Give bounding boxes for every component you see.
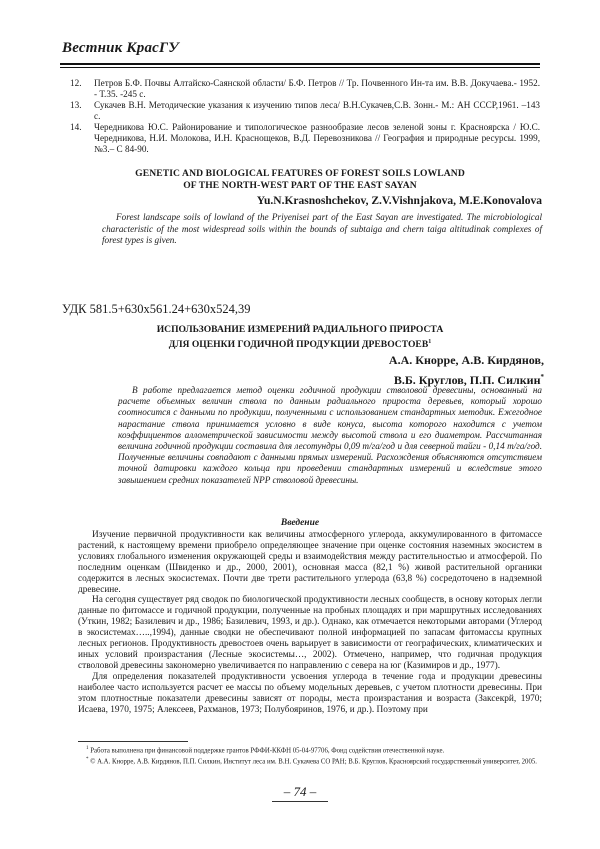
reference-item: 14. Чередникова Ю.С. Районирование и типологическое разнообразие лесов зеленой зоны г. Красноярска / Ю.С. Чередникова, Н.И. Молокова, И.Н. Краснощеков, В.Д. Перевозникова // География и природные ресурсы. 1999, №3.– С 84-90.	[70, 122, 540, 154]
english-abstract: Forest landscape soils of lowland of the Priyenisei part of the East Sayan are investigated. The microbiological characteristic of the most widespread soils within the bounds of subtaiga and chern taiga altitudinak complexes of forest types is given.	[102, 212, 542, 245]
russian-abstract: В работе предлагается метод оценки годичной продукции стволовой древесины, основанный на расчете объемных величин ствола по данным радиального прироста деревьев, который хорошо соотносится с данными по продукции, полученными с использованием стандартных методик. Ежегодное нарастание ствола принимается условно в виде конуса, высота которого находится с учетом коэффициентов аллометрической зависимости между высотой ствола и его диаметром. Рассчитанная величина годичной продукции составила для лесотундры 0,09 т/га/год и для северной тайги - 0,14 т/га/год. Полученные величины совпадают с данными прямых измерений. Расхождения объясняются отсутствием точной датировки каждого кольца при проведении стандартных измерений и вследствие этого завышением средних показателей NPP стволовой древесины.	[118, 385, 542, 485]
english-authors: Yu.N.Krasnoshchekov, Z.V.Vishnjakova, M.E.Konovalova	[256, 195, 542, 207]
udk-code: УДК 581.5+630х561.24+630х524,39	[62, 302, 251, 316]
journal-title: Вестник КрасГУ	[62, 40, 179, 56]
page-number-rule	[272, 801, 328, 802]
paragraph: Для определения показателей продуктивности усвоения углерода в течение года и продукции древесины наиболее часто используется расчет ее массы по объему модельных деревьев, с учетом плотности древесины. При этом плотностные показатели древесины зависят от породы, места произрастания и возраста (Заксекрй, 1970; Исаева, 1970, 1975; Алексеев, Рахманов, 1973; Полубояринов, 1976, и др.). Поэтому при	[78, 671, 542, 715]
section-heading: Введение	[280, 518, 320, 528]
reference-list	[70, 78, 540, 155]
header-rule-thin	[60, 67, 540, 68]
paragraph: На сегодня существует ряд сводок по биологической продуктивности лесных сообществ, в основу которых легли данные по фитомассе и годичной продукции, полученные на пробных площадях и при маршрутных исследованиях (Уткин, 1982; Базилевич и др., 1986; Базилевич, 1993, и др.). Однако, как отмечается некоторыми авторами (Углерод в экосистемах…..,1994), данные сводки не обеспечивают полной информацией по запасам фитомассы крупных лесных регионов. Продуктивность древостоев очень варьирует в зависимости от географических, климатических и иных условий произрастания (Лесные экосистемы…, 2002). Отмечено, например, что годичная продукция стволовой древесины закономерно увеличивается по направлению с севера на юг (Казимиров и др., 1977).	[78, 595, 542, 671]
russian-authors: А.А. Кнорре, А.В. Кирдянов, В.Б. Круглов, П.П. Силкин*	[388, 353, 544, 387]
header-rule	[60, 63, 540, 65]
english-article-title: GENETIC AND BIOLOGICAL FEATURES OF FOREST SOILS LOWLAND OF THE NORTH-WEST PART OF THE EAST SAYAN	[135, 168, 465, 191]
footnote-marker: *	[540, 373, 544, 381]
paragraph: Изучение первичной продуктивности как величины атмосферного углерода, аккумулированного в фитомассе растений, к настоящему времени приобрело определяющее значение при оценке состояния наземных экосистем в условиях глобального изменения окружающей среды и взаимодействия между растительностью и атмосферой. По последним оценкам (Швиденко и др., 2000, 2001), основная масса (82,1 %) живой растительной органики содержится в лесных экосистемах. Почти две трети растительного углерода (63,8 %) сосредоточено в надземной древесине.	[78, 530, 542, 595]
reference-item: 12. Петров Б.Ф. Почвы Алтайско-Саянской области/ Б.Ф. Петров // Тр. Почвенного Ин-та им. В.В. Докучаева.- 1952. - Т.35. -245 с.	[70, 78, 540, 99]
footnote-rule	[78, 741, 188, 742]
russian-article-title: ИСПОЛЬЗОВАНИЕ ИЗМЕРЕНИЙ РАДИАЛЬНОГО ПРИРОСТА ДЛЯ ОЦЕНКИ ГОДИЧНОЙ ПРОДУКЦИИ ДРЕВОСТОЕВ$^1$	[156, 324, 444, 351]
reference-item: 13. Сукачев В.Н. Методические указания к изучению типов леса/ В.Н.Сукачев,С.В. Зонн.- М.: АН СССР,1961. –143 с.	[70, 100, 540, 121]
page-number: – 74 –	[283, 784, 317, 799]
body-text	[78, 530, 542, 715]
footnote: * © А.А. Кнорре, А.В. Кирдянов, П.П. Силкин, Институт леса им. В.Н. Сукачева СО РАН; В.Б. Круглов, Красноярский государственный университет, 2005.	[86, 756, 537, 765]
footnotes	[78, 745, 542, 766]
footnote: $^1$ Работа выполнена при финансовой поддержке грантов РФФИ-ККФН 05-04-97706, Фонд содействия отечественной науке.	[86, 746, 445, 755]
footnote-marker: 1	[428, 339, 432, 345]
